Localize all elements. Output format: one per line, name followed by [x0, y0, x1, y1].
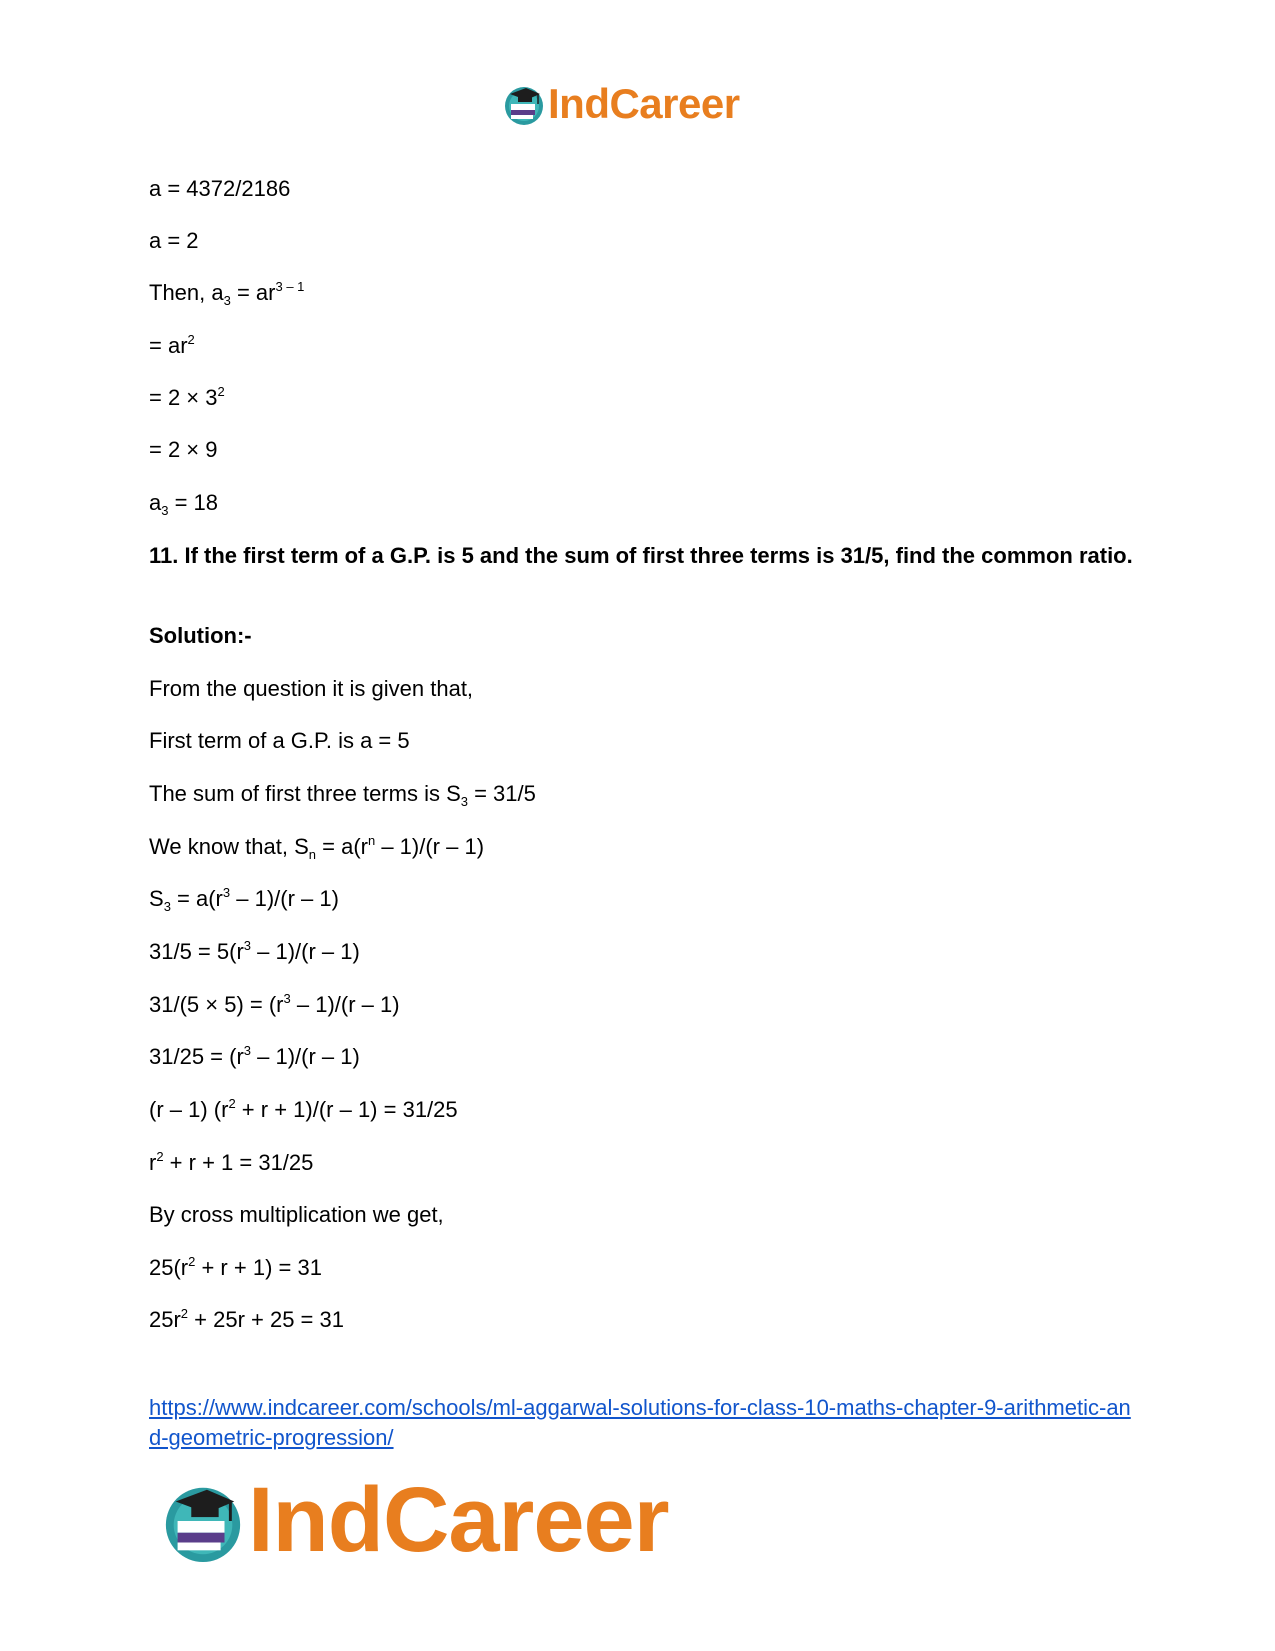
solution-step: We know that, $S_n = a(r^n - 1)/(r - 1)$	[149, 833, 485, 862]
solution-step: $r^2 + r + 1 = 31/25$	[149, 1149, 314, 1175]
solution-step: $S_3 = a(r^3 - 1)/(r - 1)$	[149, 885, 339, 914]
solution-step: $25(r^2 + r + 1) = 31$	[149, 1254, 322, 1280]
solution-step: $31/25 = (r^3 - 1)/(r - 1)$	[149, 1043, 360, 1069]
footer-url-link[interactable]: https://www.indcareer.com/schools/ml-aggarwal-solutions-for-class-10-maths-chapter-9-arithmetic-and-geometric-progression/	[149, 1395, 1131, 1450]
solution-step: By cross multiplication we get,	[149, 1202, 444, 1227]
solution-step: From the question it is given that,	[149, 676, 474, 701]
question-heading: 11. If the first term of a G.P. is 5 and the sum of first three terms is 31/5, find the common ratio.	[149, 543, 1133, 568]
brand-name: IndCareer	[248, 1469, 669, 1571]
graduation-cap-book-globe-icon	[160, 1478, 246, 1564]
solution-step: The sum of first three terms is $S_3 = 31/5$	[149, 781, 536, 809]
solution-step: $25r^2 + 25r + 25 = 31$	[149, 1306, 344, 1332]
equation-line: = 2 × 9	[149, 437, 218, 462]
solution-label: Solution:-	[149, 623, 252, 648]
equation-line: a = 4372/2186	[149, 176, 291, 201]
equation-line: a = 2	[149, 228, 199, 253]
header-logo	[502, 80, 740, 128]
equation-line: = $2 \times 3^2$	[149, 384, 225, 410]
footer-logo	[160, 1468, 669, 1573]
solution-step: $31/(5 \times 5) = (r^3 - 1)/(r - 1)$	[149, 991, 400, 1017]
equation-line: $a_3 = 18$	[149, 490, 219, 518]
equation-line: Then, $a_3 = ar^{3 - 1}$	[149, 279, 305, 308]
solution-step: First term of a G.P. is a = 5	[149, 728, 410, 753]
solution-step: $31/5 = 5(r^3 - 1)/(r - 1)$	[149, 938, 360, 964]
equation-line: = $ar^2$	[149, 332, 195, 358]
brand-name: IndCareer	[548, 80, 740, 127]
graduation-cap-book-globe-icon	[502, 82, 546, 126]
solution-step: (r – 1) $(r^2 + r + 1)/(r - 1) = 31/25$	[149, 1096, 458, 1122]
